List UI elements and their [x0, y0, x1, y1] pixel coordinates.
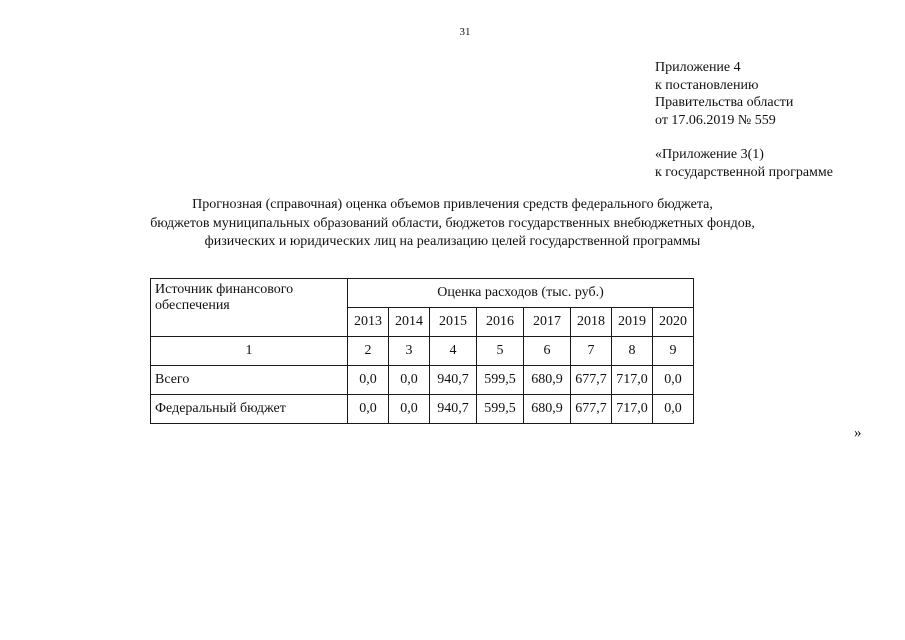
table-cell: 0,0	[389, 366, 430, 395]
table-cell: 677,7	[571, 366, 612, 395]
table-cell: 599,5	[477, 395, 524, 424]
table-cell: 717,0	[612, 366, 653, 395]
year-header: 2017	[524, 308, 571, 337]
row-label: Всего	[151, 366, 348, 395]
document-title	[80, 196, 825, 252]
title-line: физических и юридических лиц на реализацию целей государственной программы	[204, 234, 701, 249]
row-label: Федеральный бюджет	[151, 395, 348, 424]
table-cell: 0,0	[653, 395, 694, 424]
table-cell: 0,0	[348, 366, 389, 395]
annex-sub-reference	[655, 146, 833, 181]
annex-line: Приложение 4	[655, 60, 741, 75]
table-cell: 677,7	[571, 395, 612, 424]
estimate-header: Оценка расходов (тыс. руб.)	[348, 279, 694, 308]
column-number: 7	[571, 337, 612, 366]
financing-table	[150, 278, 694, 424]
table-row-federal-budget	[151, 395, 694, 424]
title-line: Прогнозная (справочная) оценка объемов привлечения средств федерального бюджета,	[192, 197, 713, 212]
annex-reference	[655, 59, 793, 129]
annex-line: к постановлению	[655, 77, 759, 93]
closing-quote: »	[854, 425, 862, 441]
annex-sub-line: «Приложение 3(1)	[655, 147, 764, 162]
table-cell: 0,0	[348, 395, 389, 424]
source-header: Источник финансового обеспечения	[151, 279, 348, 337]
table-row-total	[151, 366, 694, 395]
year-header: 2020	[653, 308, 694, 337]
column-number: 1	[151, 337, 348, 366]
column-number: 4	[430, 337, 477, 366]
year-header: 2013	[348, 308, 389, 337]
table-cell: 0,0	[389, 395, 430, 424]
header-row	[151, 279, 694, 308]
title-line: бюджетов муниципальных образований области, бюджетов государственных внебюджетных фондов,	[150, 215, 755, 231]
annex-line: от 17.06.2019 № 559	[655, 112, 776, 128]
column-number: 5	[477, 337, 524, 366]
column-number: 9	[653, 337, 694, 366]
table-cell: 940,7	[430, 395, 477, 424]
column-number: 2	[348, 337, 389, 366]
column-number: 8	[612, 337, 653, 366]
year-header: 2018	[571, 308, 612, 337]
column-number: 3	[389, 337, 430, 366]
table-cell: 680,9	[524, 395, 571, 424]
page-number: 31	[459, 26, 471, 38]
annex-sub-line: к государственной программе	[655, 164, 833, 180]
year-header: 2019	[612, 308, 653, 337]
table-cell: 0,0	[653, 366, 694, 395]
table-cell: 940,7	[430, 366, 477, 395]
table-cell: 717,0	[612, 395, 653, 424]
year-header: 2014	[389, 308, 430, 337]
column-number: 6	[524, 337, 571, 366]
column-number-row	[151, 337, 694, 366]
annex-line: Правительства области	[655, 95, 794, 110]
table-cell: 599,5	[477, 366, 524, 395]
year-header: 2015	[430, 308, 477, 337]
year-header: 2016	[477, 308, 524, 337]
table-cell: 680,9	[524, 366, 571, 395]
